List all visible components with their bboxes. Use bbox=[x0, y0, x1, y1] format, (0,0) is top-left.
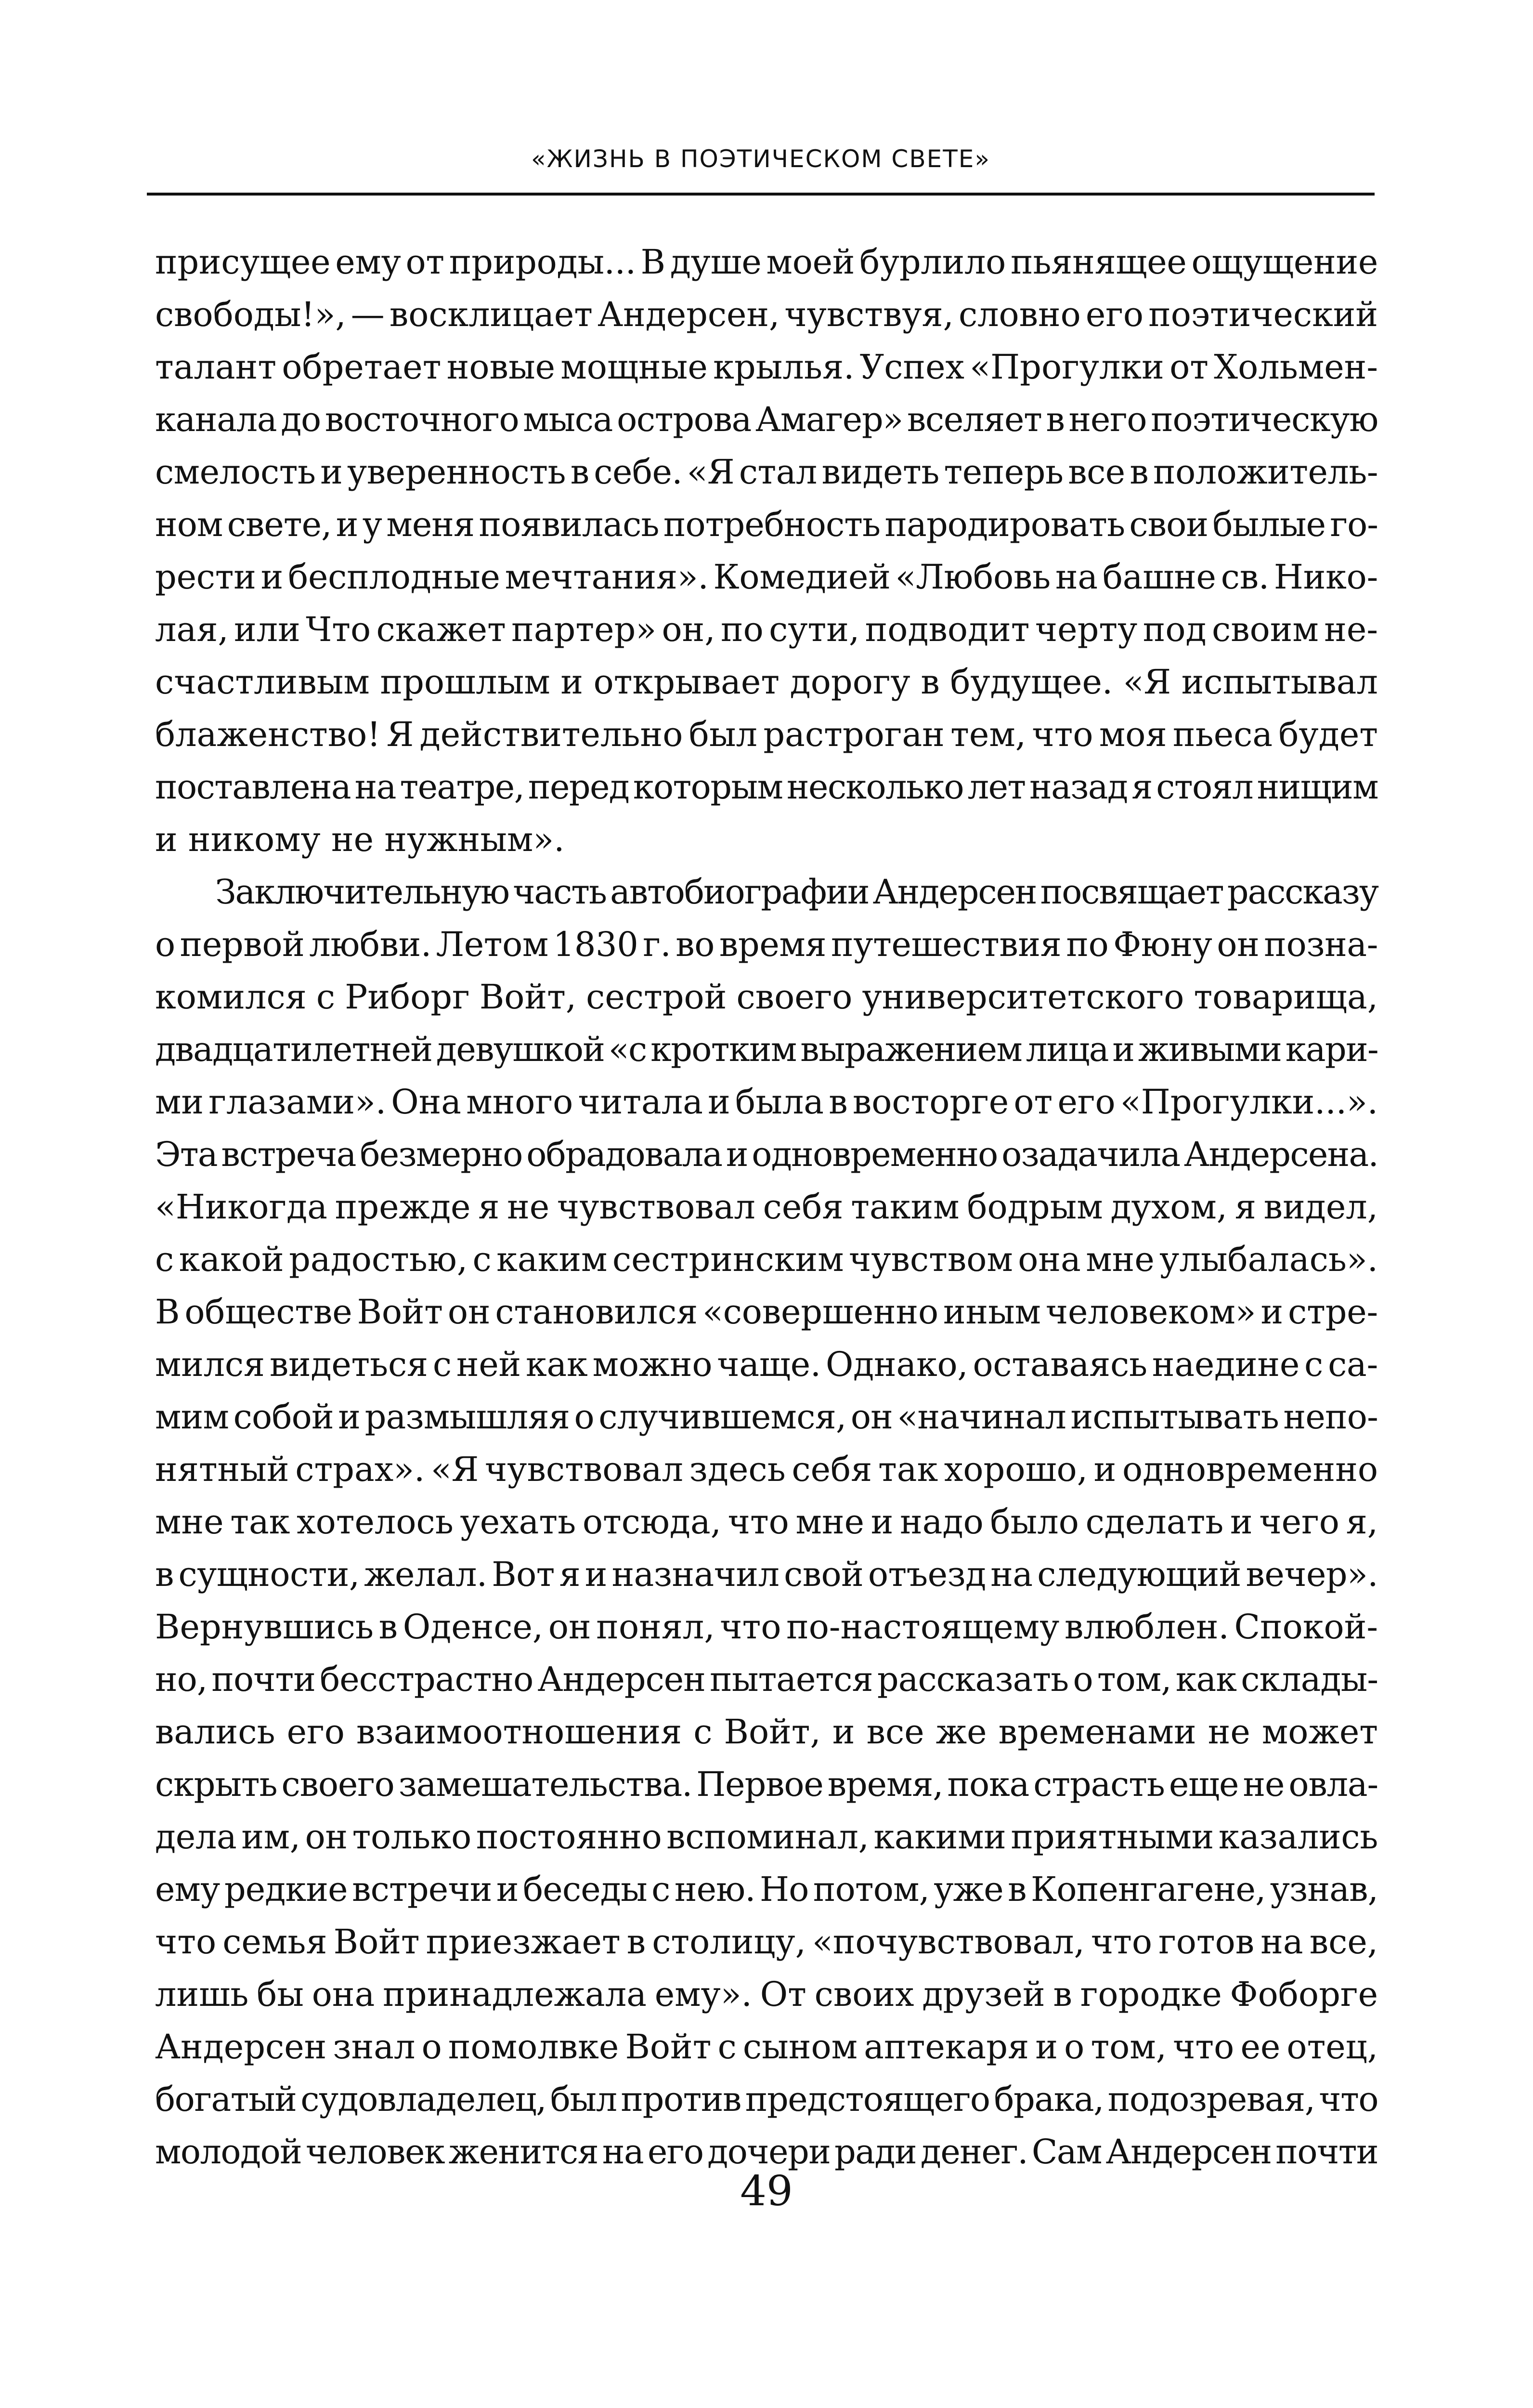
text-line: поставлена на театре, перед которым несколько лет назад я стоял нищим bbox=[155, 767, 1378, 807]
text-line: мим собой и размышляя о случившемся, он «начинал испытывать непо- bbox=[155, 1397, 1378, 1437]
running-head: «ЖИЗНЬ В ПОЭТИЧЕСКОМ СВЕТЕ» bbox=[531, 145, 990, 173]
text-line: свободы!», — восклицает Андерсен, чувствуя, словно его поэтический bbox=[155, 295, 1378, 334]
text-line: скрыть своего замешательства. Первое время, пока страсть еще не овла- bbox=[155, 1765, 1378, 1804]
text-line: и никому не нужным». bbox=[155, 820, 565, 859]
text-line: ми глазами». Она много читала и была в восторге от его «Прогулки...». bbox=[155, 1082, 1378, 1122]
page-number: 49 bbox=[740, 2167, 793, 2215]
text-line: с какой радостью, с каким сестринским чувством она мне улыбалась». bbox=[155, 1240, 1378, 1279]
text-line: богатый судовладелец, был против предстоящего брака, подозревая, что bbox=[155, 2080, 1378, 2119]
text-line: блаженство! Я действительно был растроган тем, что моя пьеса будет bbox=[155, 715, 1378, 754]
text-line: талант обретает новые мощные крылья. Успех «Прогулки от Хольмен- bbox=[155, 347, 1378, 387]
paragraph-1 bbox=[155, 236, 1378, 866]
text-line: ему редкие встречи и беседы с нею. Но потом, уже в Копенгагене, узнав, bbox=[155, 1870, 1378, 1909]
text-line: Эта встреча безмерно обрадовала и одновременно озадачила Андерсена. bbox=[155, 1135, 1378, 1174]
text-line: что семья Войт приезжает в столицу, «почувствовал, что готов на все, bbox=[155, 1922, 1378, 1962]
text-line: о первой любви. Летом 1830 г. во время путешествия по Фюну он позна- bbox=[155, 925, 1378, 964]
text-line: двадцатилетней девушкой «с кротким выражением лица и живыми кари- bbox=[155, 1030, 1378, 1069]
text-line: но, почти бесстрастно Андерсен пытается рассказать о том, как склады- bbox=[155, 1660, 1378, 1699]
body-text bbox=[155, 236, 1378, 2178]
text-line: рести и бесплодные мечтания». Комедией «Любовь на башне св. Нико- bbox=[155, 557, 1378, 597]
text-line: счастливым прошлым и открывает дорогу в будущее. «Я испытывал bbox=[155, 662, 1378, 702]
text-line: лая, или Что скажет партер» он, по сути, подводит черту под своим не- bbox=[155, 610, 1378, 649]
text-line: вались его взаимоотношения с Войт, и все же временами не может bbox=[155, 1712, 1378, 1752]
text-line: комился с Риборг Войт, сестрой своего университетского товарища, bbox=[155, 977, 1378, 1017]
text-line: смелость и уверенность в себе. «Я стал видеть теперь все в положитель- bbox=[155, 452, 1378, 492]
text-line: мне так хотелось уехать отсюда, что мне и надо было сделать и чего я, bbox=[155, 1502, 1378, 1542]
text-line: канала до восточного мыса острова Амагер» вселяет в него поэтическую bbox=[155, 400, 1378, 439]
text-line: лишь бы она принадлежала ему». От своих друзей в городке Фоборге bbox=[155, 1975, 1378, 2014]
text-line: нятный страх». «Я чувствовал здесь себя так хорошо, и одновременно bbox=[155, 1450, 1378, 1489]
text-line: молодой человек женится на его дочери ради денег. Сам Андерсен почти bbox=[155, 2132, 1378, 2172]
paragraph-2 bbox=[155, 866, 1378, 2178]
text-line: ном свете, и у меня появилась потребность пародировать свои былые го- bbox=[155, 505, 1378, 544]
text-line: Заключительную часть автобиографии Андерсен посвящает рассказу bbox=[215, 872, 1378, 912]
text-line: в сущности, желал. Вот я и назначил свой отъезд на следующий вечер». bbox=[155, 1555, 1378, 1594]
text-line: дела им, он только постоянно вспоминал, какими приятными казались bbox=[155, 1817, 1378, 1857]
text-line: мился видеться с ней как можно чаще. Однако, оставаясь наедине с са- bbox=[155, 1345, 1378, 1384]
text-line: Андерсен знал о помолвке Войт с сыном аптекаря и о том, что ее отец, bbox=[155, 2027, 1378, 2067]
text-line: «Никогда прежде я не чувствовал себя таким бодрым духом, я видел, bbox=[155, 1187, 1378, 1227]
header-rule bbox=[147, 193, 1375, 196]
text-line: В обществе Войт он становился «совершенно иным человеком» и стре- bbox=[155, 1292, 1378, 1332]
text-line: Вернувшись в Оденсе, он понял, что по-настоящему влюблен. Спокой- bbox=[155, 1607, 1378, 1647]
text-line: присущее ему от природы... В душе моей бурлило пьянящее ощущение bbox=[155, 242, 1378, 282]
